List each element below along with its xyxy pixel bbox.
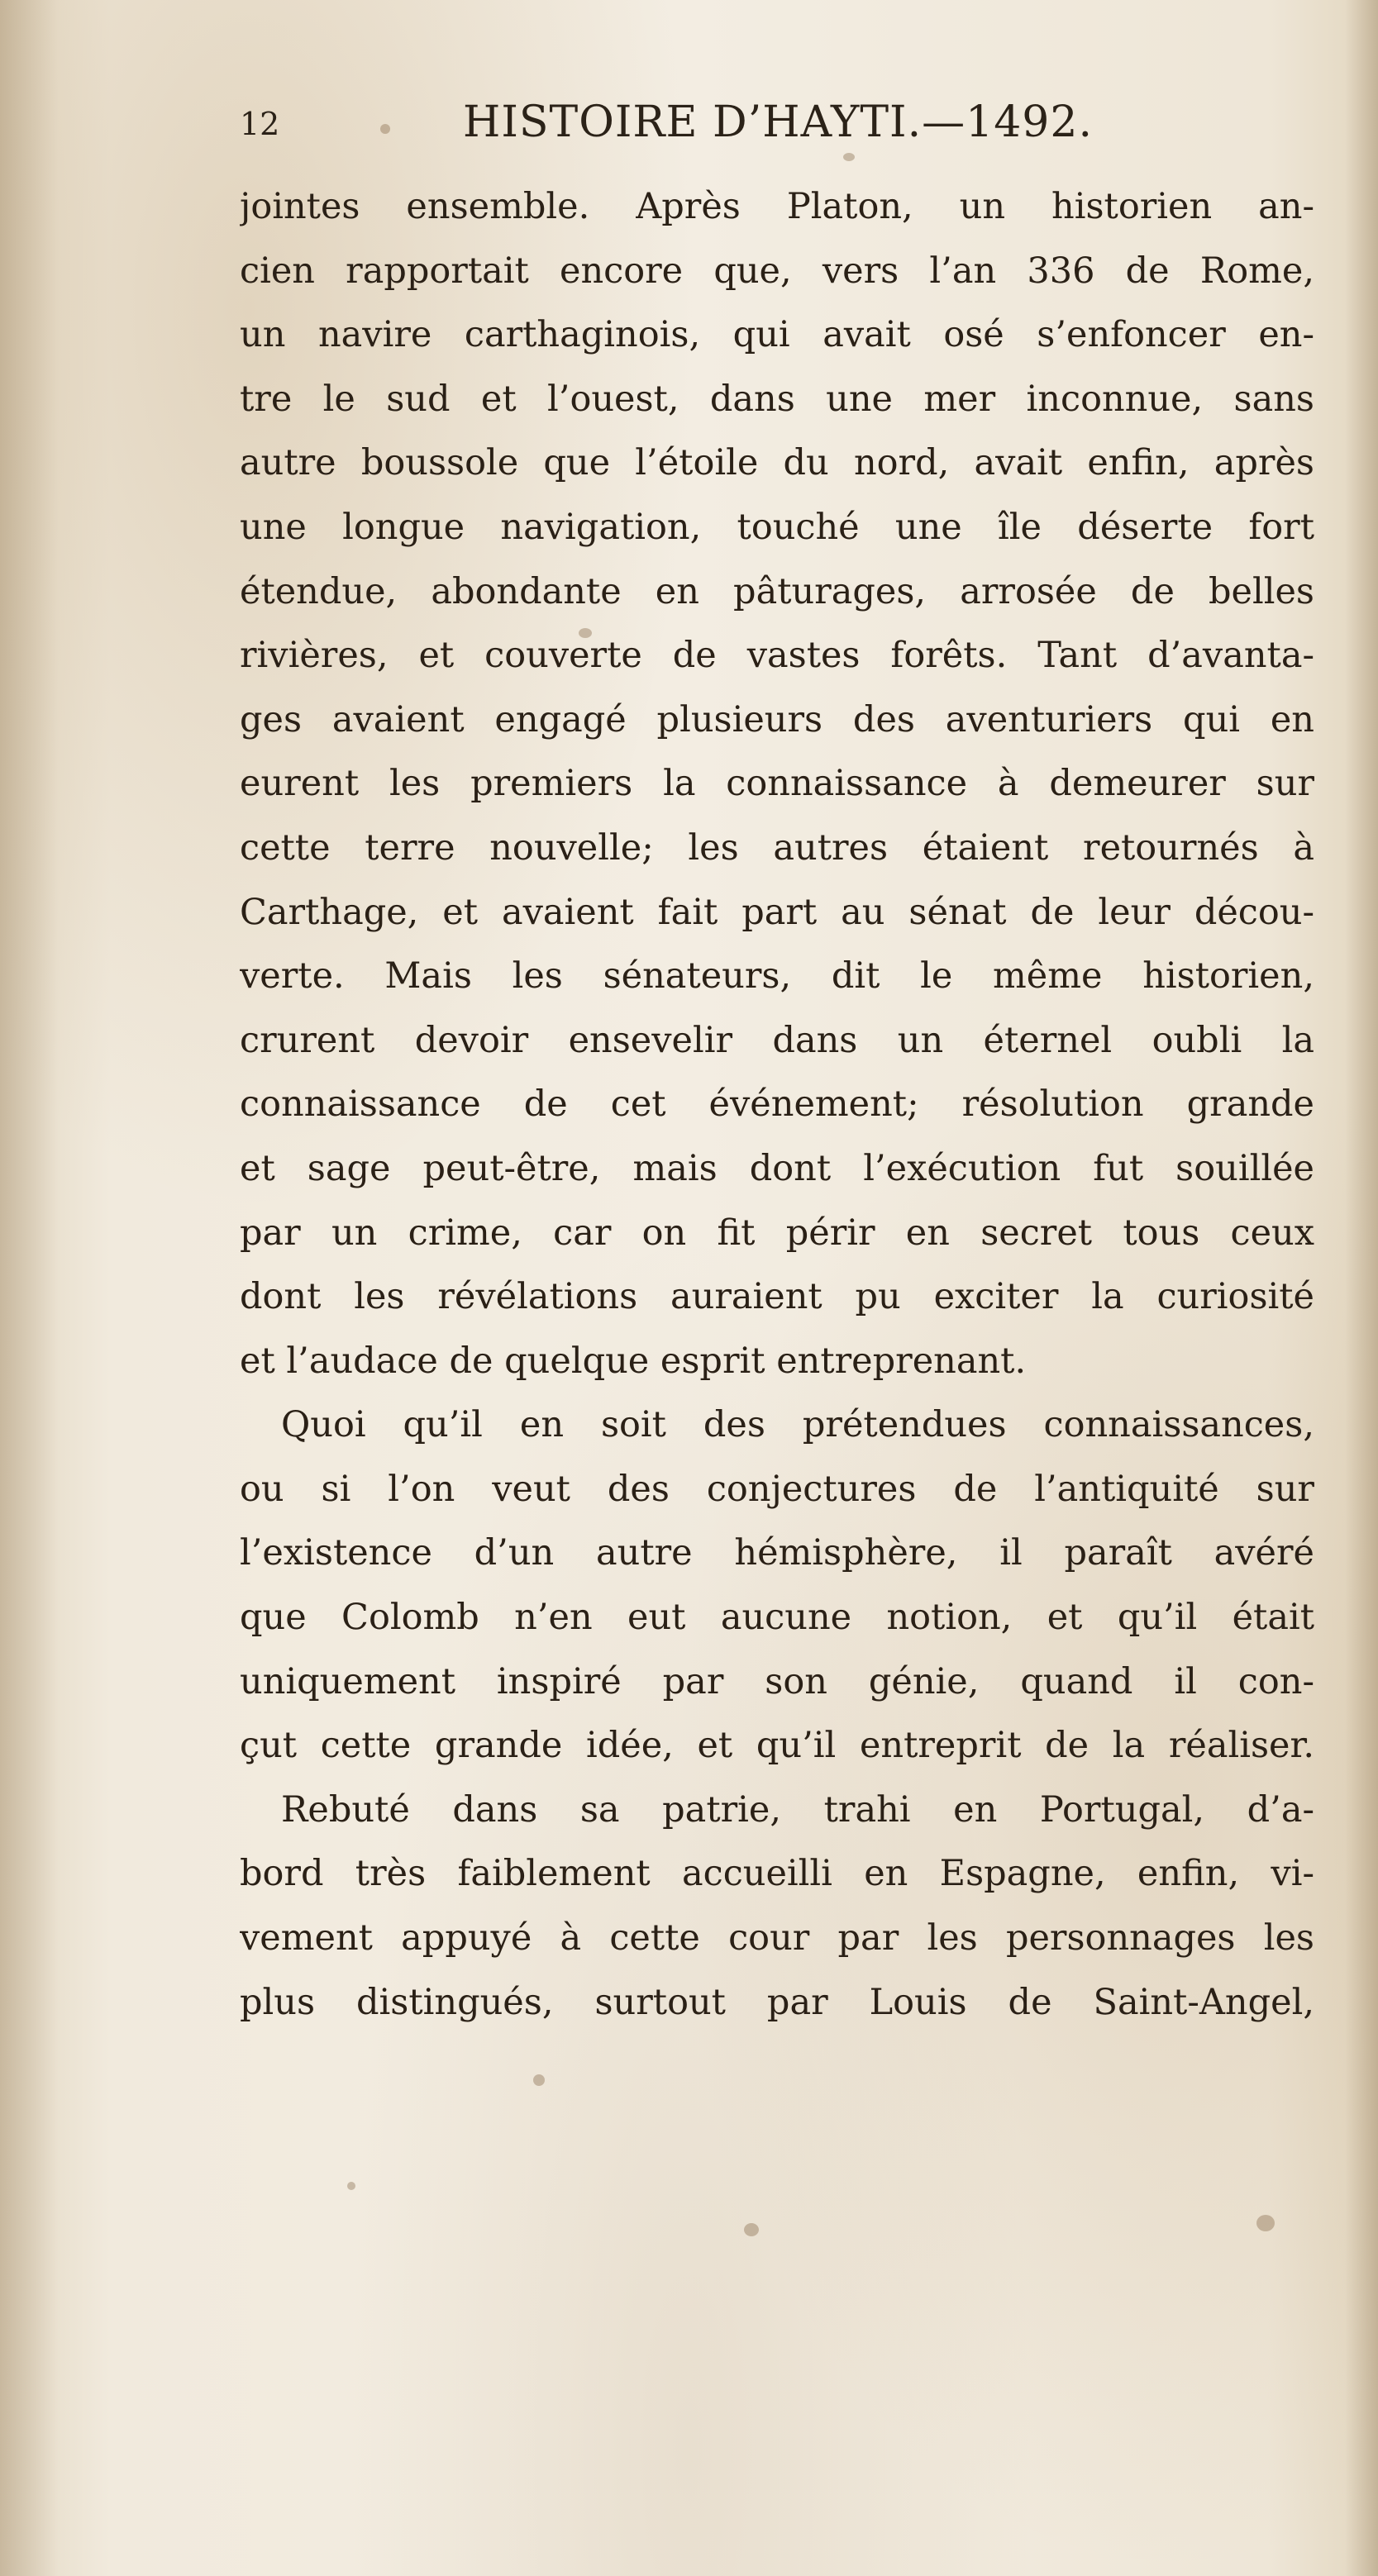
body-text [240, 175, 1314, 2035]
text-line: étendue, abondante en pâturages, arrosée de belles [240, 570, 1314, 612]
page-gutter-shadow [0, 0, 58, 2576]
text-line: et sage peut-être, mais dont l’exécution fut souillée [240, 1147, 1314, 1189]
text-line: vement appuyé à cette cour par les personnages les [240, 1917, 1314, 1959]
text-line: l’existence d’un autre hémisphère, il paraît avéré [240, 1532, 1314, 1574]
foxing-spot [347, 2182, 355, 2190]
foxing-spot [1256, 2215, 1275, 2231]
foxing-spot [744, 2223, 759, 2236]
foxing-spot [533, 2074, 545, 2086]
paragraph-first-line: Rebuté dans sa patrie, trahi en Portugal, d’a- [281, 1788, 1314, 1831]
text-line: bord très faiblement accueilli en Espagne, enfin, vi- [240, 1853, 1314, 1895]
text-line: autre boussole que l’étoile du nord, avait enfin, après [240, 442, 1314, 484]
paragraph-last-line: et l’audace de quelque esprit entreprenant. [240, 1340, 1027, 1382]
text-line: un navire carthaginois, qui avait osé s’enfoncer en- [240, 314, 1314, 356]
page-header [240, 98, 1314, 164]
text-line: rivières, et couverte de vastes forêts. Tant d’avanta- [240, 635, 1314, 677]
text-line: jointes ensemble. Après Platon, un historien an- [240, 186, 1314, 227]
text-line: plus distingués, surtout par Louis de Saint-Angel, [240, 1981, 1314, 2023]
text-line: cette terre nouvelle; les autres étaient retournés à [240, 826, 1314, 869]
text-line: connaissance de cet événement; résolution grande [240, 1083, 1314, 1126]
text-line: tre le sud et l’ouest, dans une mer inconnue, sans [240, 378, 1314, 420]
text-line: ges avaient engagé plusieurs des aventuriers qui en [240, 698, 1314, 740]
text-line: Carthage, et avaient fait part au sénat de leur décou- [240, 891, 1314, 933]
text-line: uniquement inspiré par son génie, quand il con- [240, 1660, 1314, 1702]
text-line: crurent devoir ensevelir dans un éternel oubli la [240, 1019, 1314, 1061]
text-line: une longue navigation, touché une île déserte fort [240, 506, 1314, 548]
text-line: verte. Mais les sénateurs, dit le même historien, [240, 955, 1314, 998]
page-number: 12 [240, 106, 280, 142]
text-line: eurent les premiers la connaissance à demeurer sur [240, 763, 1314, 805]
page-edge-shadow [1345, 0, 1378, 2576]
paragraph-first-line: Quoi qu’il en soit des prétendues connaissances, [281, 1404, 1314, 1446]
paragraph-last-line: çut cette grande idée, et qu’il entreprit de la réaliser. [240, 1725, 1314, 1767]
text-line: que Colomb n’en eut aucune notion, et qu’il était [240, 1597, 1314, 1639]
text-line: par un crime, car on fit périr en secret tous ceux [240, 1212, 1314, 1254]
text-line: ou si l’on veut des conjectures de l’antiquité sur [240, 1468, 1314, 1510]
running-title: HISTOIRE D’HAYTI.—1492. [463, 98, 1093, 147]
text-line: cien rapportait encore que, vers l’an 336 de Rome, [240, 250, 1314, 292]
text-line: dont les révélations auraient pu exciter la curiosité [240, 1276, 1314, 1318]
